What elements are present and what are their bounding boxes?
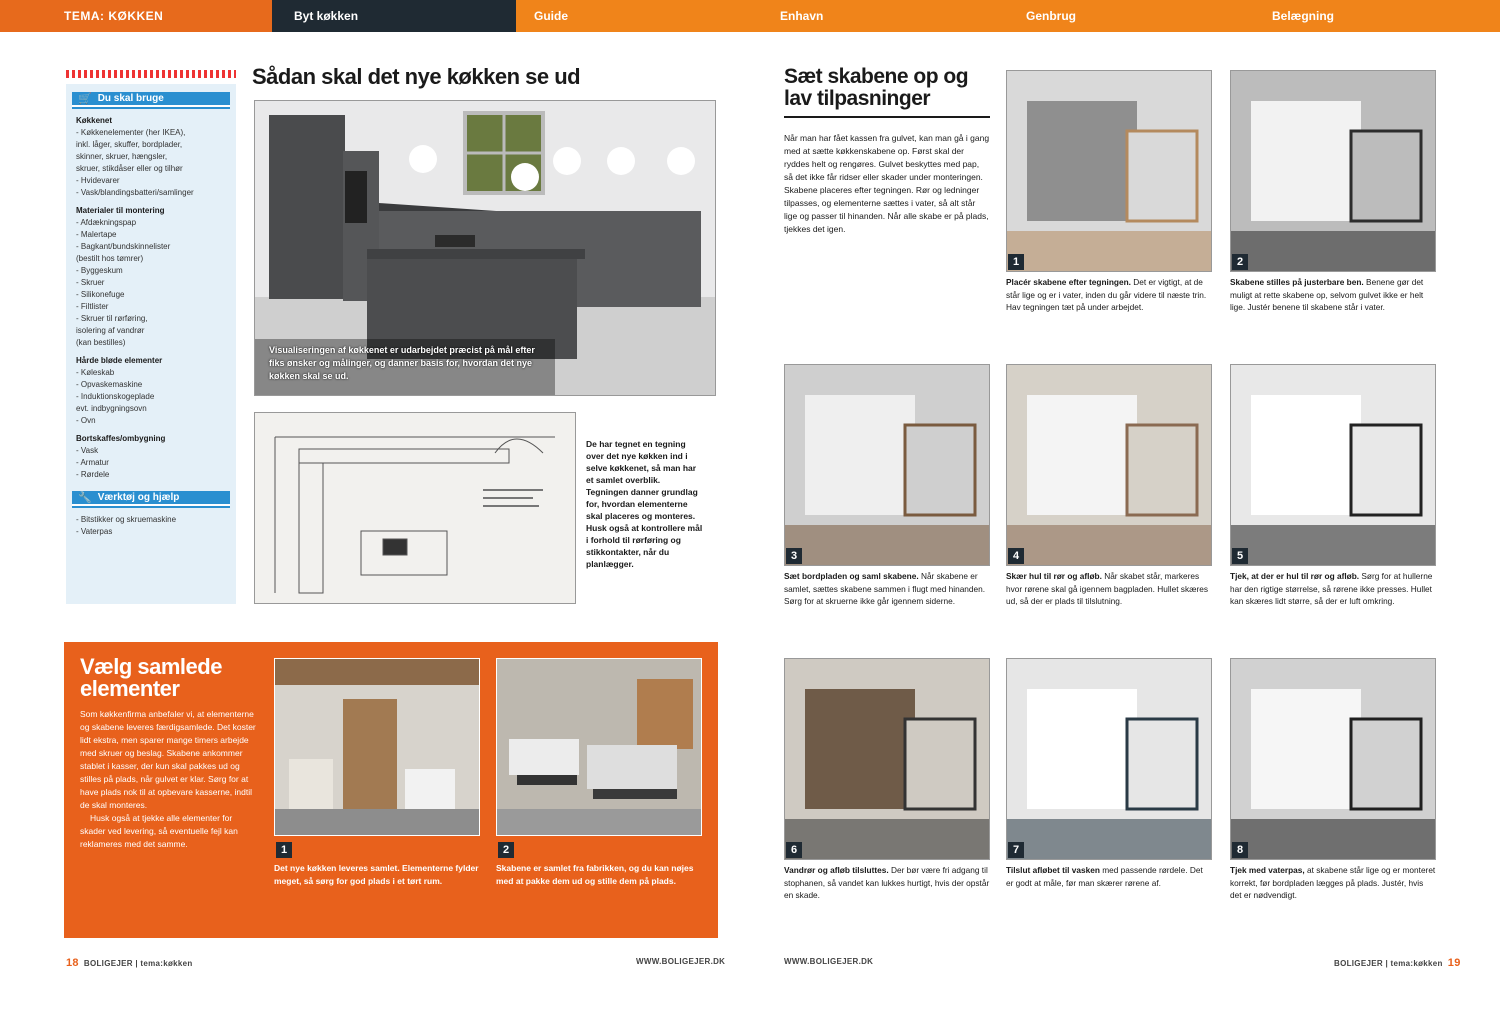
step-caption-lead: Sæt bordpladen og saml skabene. xyxy=(784,571,919,581)
floor-plan-drawing xyxy=(255,413,576,604)
step-caption-text: Når skabene er samlet, sættes skabene sammen i flugt med hinanden. Sørg for at skruerne ikke går igennem siderne. xyxy=(784,571,986,606)
sidebar-list-item: - Køleskab xyxy=(76,368,115,377)
step-caption-lead: Tilslut afløbet til vasken xyxy=(1006,865,1100,875)
right-footer xyxy=(1334,957,1461,969)
sidebar-banner-tools xyxy=(72,491,230,506)
sidebar-list-item: - Opvaskemaskine xyxy=(76,380,143,389)
floor-plan-caption: De har tegnet en tegning over det nye køkken ind i selve køkkenet, så man har et samlet overblik. Tegningen danner grundlag for, hvordan elementerne skal placeres og monteres. Husk også at kontrollere mål i forhold til rørføring og stikkontakter, når du planlægger. xyxy=(586,439,703,569)
sidebar-tool-item: - Bitstikker og skruemaskine xyxy=(76,515,177,524)
sidebar-list-item: skinner, skruer, hængsler, xyxy=(76,152,168,161)
sidebar-list-item: isolering af vandrør xyxy=(76,326,145,335)
sidebar-list-item: - Rørdele xyxy=(76,470,110,479)
sidebar-list-item: - Vask xyxy=(76,446,99,455)
sidebar-list-item: - Filtlister xyxy=(76,302,109,311)
sidebar-list-item: evt. indbygningsovn xyxy=(76,404,147,413)
nav-theme: TEMA: KØKKEN xyxy=(0,0,272,32)
step-caption xyxy=(1006,864,1212,889)
sidebar-list-item: - Køkkenelementer (her IKEA), xyxy=(76,128,186,137)
box-photo-1-caption: Det nye køkken leveres samlet. Elementerne fylder meget, så sørg for god plads i et tørt rum. xyxy=(274,863,479,886)
step-photo-illustration xyxy=(1231,71,1436,272)
step-number: 4 xyxy=(1008,548,1024,564)
cart-icon: 🛒 xyxy=(78,92,92,105)
sidebar-list-item: (bestilt hos tømrer) xyxy=(76,254,144,263)
step-photo-1 xyxy=(1006,70,1212,272)
right-intro-text: Når man har fået kassen fra gulvet, kan man gå i gang med at sætte køkkenskabene op. Først skal der ryddes helt og rengøres. Gulvet beskyttes med pap, så det ikke får ridser eller skader under monteringen. Skabene placeres efter tegningen. Rør og ledninger tilpasses, og elementerne sættes i vater, så alt står lige og passer til hinanden. Når alle skabe er på plads, tjekkes det igen. xyxy=(784,133,990,234)
step-caption-lead: Vandrør og afløb tilsluttes. xyxy=(784,865,889,875)
sidebar-list-item: - Afdækningspap xyxy=(76,218,137,227)
left-page-number: 18 xyxy=(66,957,79,969)
step-caption-text: at skabene står lige og er monteret korrekt, før bordpladen lægges på plads. Justér, hvis det er nødvendigt. xyxy=(1230,865,1436,900)
sidebar-list-item: - Skruer xyxy=(76,278,105,287)
step-photo-7 xyxy=(1006,658,1212,860)
render-caption: Visualiseringen af køkkenet er udarbejdet præcist på mål efter fiks ønsker og målinger, og danner basis for, hvordan det nye køkken skal se ud. xyxy=(269,345,535,381)
right-page-number: 19 xyxy=(1447,957,1461,969)
sidebar-list-item: - Armatur xyxy=(76,458,109,467)
step-photo-illustration xyxy=(1231,365,1436,566)
step-number: 1 xyxy=(1008,254,1024,270)
step-caption-lead: Tjek, at der er hul til rør og afløb. xyxy=(1230,571,1360,581)
right-footer-url: WWW.BOLIGEJER.DK xyxy=(784,957,874,966)
step-caption-text: Benene gør det muligt at rette skabene op, selvom gulvet ikke er helt lige. Justér benene til skabene står i vater. xyxy=(1230,277,1424,312)
step-caption-lead: Placér skabene efter tegningen. xyxy=(1006,277,1131,287)
box-text-second: Husk også at tjekke alle elementer for skader ved levering, så eventuelle fejl kan reklameres med det samme. xyxy=(80,813,238,849)
decorative-hatch xyxy=(66,70,236,78)
box-photo-1 xyxy=(274,658,480,836)
sidebar-banner-materials xyxy=(72,92,230,107)
left-page-heading: Sådan skal det nye køkken se ud xyxy=(252,64,581,89)
step-caption xyxy=(1230,864,1436,902)
right-footer-magazine: BOLIGEJER | tema:køkken xyxy=(1334,959,1443,968)
nav-tab-active[interactable]: Byt køkken xyxy=(272,0,516,32)
step-caption-lead: Tjek med vaterpas, xyxy=(1230,865,1305,875)
step-caption-text: Når skabet står, markeres hvor rørene skal gå igennem bagpladen. Hullet skæres ud, så der er plads til tilslutning. xyxy=(1006,571,1208,606)
box-photo-2 xyxy=(496,658,702,836)
step-caption-text: Sørg for at hullerne har den rigtige størrelse, så rørene ikke presses. Hullet kan skæres lidt større, så der er luft omkring. xyxy=(1230,571,1433,606)
step-caption-text: Det er vigtigt, at de står lige og er i vater, inden du går videre til næste trin. Hav tegningen tæt på under arbejdet. xyxy=(1006,277,1207,312)
sidebar-list-item: - Skruer til rørføring, xyxy=(76,314,148,323)
box-text-body: Som køkkenfirma anbefaler vi, at elementerne og skabene leveres færdigsamlede. Det koster lidt ekstra, men sparer mange timers arbejde med skruer og beslag. Skabene ankommer stablet i kasser, der kun skal pakkes ud og stilles på plads, når gulvet er klar. Sørg for at have plads nok til at opbevare kasserne, indtil de skal monteres. xyxy=(80,709,256,810)
sidebar-section-title: Hårde bløde elementer xyxy=(76,356,163,365)
sidebar-list-item: - Induktionskogeplade xyxy=(76,392,155,401)
sidebar-list-item: - Ovn xyxy=(76,416,96,425)
step-number: 5 xyxy=(1232,548,1248,564)
step-photo-illustration xyxy=(1007,365,1212,566)
sidebar-section-title: Materialer til montering xyxy=(76,206,165,215)
left-footer xyxy=(66,957,193,969)
step-caption-text: Der bør være fri adgang til stophanen, så vandet kan lukkes hurtigt, hvis der opstår en skade. xyxy=(784,865,990,900)
step-caption xyxy=(784,864,990,902)
nav-tab-genbrug[interactable]: Genbrug xyxy=(1026,9,1076,23)
step-photo-3 xyxy=(784,364,990,566)
step-caption xyxy=(1230,570,1436,608)
sidebar-section-title: Bortskaffes/ombygning xyxy=(76,434,166,443)
top-navigation xyxy=(0,0,1500,32)
left-footer-url: WWW.BOLIGEJER.DK xyxy=(636,957,726,966)
step-number: 8 xyxy=(1232,842,1248,858)
wrench-icon: 🔧 xyxy=(78,491,92,504)
step-caption xyxy=(1230,276,1436,314)
step-photo-illustration xyxy=(1007,71,1212,272)
sidebar-list-item: inkl. låger, skuffer, bordplader, xyxy=(76,140,183,149)
step-photo-5 xyxy=(1230,364,1436,566)
step-caption xyxy=(784,570,990,608)
sidebar-list-item: (kan bestilles) xyxy=(76,338,126,347)
box-photo-1-illustration xyxy=(275,659,480,836)
sidebar-list-item: - Hvidevarer xyxy=(76,176,120,185)
box-title: Vælg samlede elementer xyxy=(80,654,222,701)
box-photo-2-caption: Skabene er samlet fra fabrikken, og du kan nøjes med at pakke dem ud og stille dem på plads. xyxy=(496,863,694,886)
box-photo-1-number: 1 xyxy=(276,842,292,858)
sidebar-list-item: - Bagkant/bundskinnelister xyxy=(76,242,171,251)
sidebar-banner-label: Du skal bruge xyxy=(97,92,164,104)
materials-sidebar xyxy=(66,84,236,604)
sidebar-list-item: - Silikonefuge xyxy=(76,290,125,299)
step-photo-illustration xyxy=(785,365,990,566)
nav-tab-guide[interactable]: Guide xyxy=(534,9,569,23)
step-caption-text: med passende rørdele. Det er godt at måle, før man skærer rørene af. xyxy=(1006,865,1203,888)
step-number: 2 xyxy=(1232,254,1248,270)
sidebar-list-item: - Malertape xyxy=(76,230,117,239)
step-photo-illustration xyxy=(785,659,990,860)
box-photo-2-number: 2 xyxy=(498,842,514,858)
step-number: 3 xyxy=(786,548,802,564)
nav-tab-belaegning[interactable]: Belægning xyxy=(1272,9,1334,23)
step-photo-illustration xyxy=(1007,659,1212,860)
sidebar-section-title: Køkkenet xyxy=(76,116,113,125)
step-photo-6 xyxy=(784,658,990,860)
sidebar-tool-item: - Vaterpas xyxy=(76,527,113,536)
sidebar-banner-tools-label: Værktøj og hjælp xyxy=(97,491,180,503)
sidebar-sections xyxy=(76,115,226,481)
box-text xyxy=(80,708,260,851)
kitchen-render-image xyxy=(254,100,716,396)
step-caption xyxy=(1006,276,1212,314)
floor-plan-image xyxy=(254,412,576,604)
step-caption-lead: Skabene stilles på justerbare ben. xyxy=(1230,277,1364,287)
sidebar-list-item: - Vask/blandingsbatteri/samlinger xyxy=(76,188,194,197)
step-caption xyxy=(1006,570,1212,608)
sidebar-tools-list xyxy=(76,514,226,538)
sidebar-list-item: - Byggeskum xyxy=(76,266,123,275)
step-number: 7 xyxy=(1008,842,1024,858)
right-page-heading: Sæt skabene op og lav tilpasninger xyxy=(784,66,990,118)
box-photo-2-illustration xyxy=(497,659,702,836)
step-photo-8 xyxy=(1230,658,1436,860)
step-photo-2 xyxy=(1230,70,1436,272)
step-number: 6 xyxy=(786,842,802,858)
sidebar-list-item: skruer, stikdåser eller og tilhør xyxy=(76,164,183,173)
step-photo-4 xyxy=(1006,364,1212,566)
step-caption-lead: Skær hul til rør og afløb. xyxy=(1006,571,1102,581)
step-photo-illustration xyxy=(1231,659,1436,860)
assembled-elements-box xyxy=(64,642,718,938)
nav-tab-enhavn[interactable]: Enhavn xyxy=(780,9,824,23)
left-footer-magazine: BOLIGEJER | tema:køkken xyxy=(83,959,193,968)
